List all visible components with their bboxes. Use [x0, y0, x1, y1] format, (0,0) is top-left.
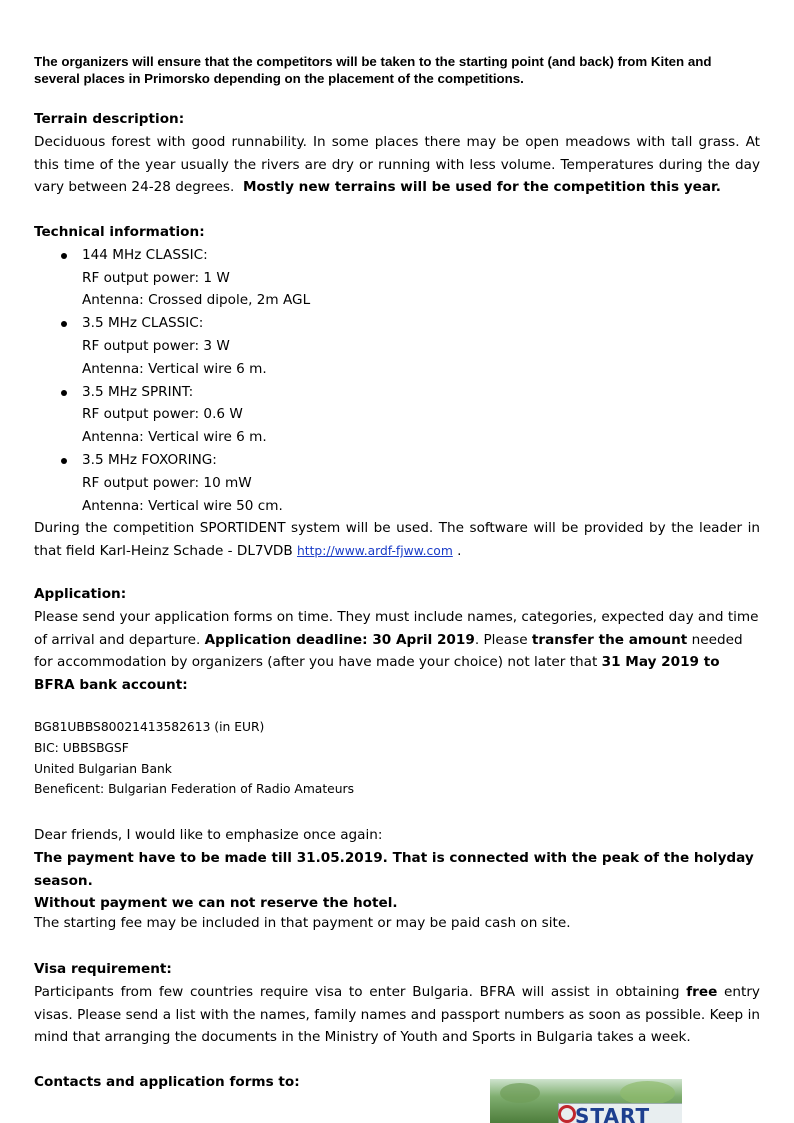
item-power: RF output power: 0.6 W: [82, 406, 243, 423]
payment-dear: Dear friends, I would like to emphasize once again:: [34, 827, 383, 843]
item-power: RF output power: 3 W: [82, 337, 230, 354]
payment-bold-1: The payment have to be made till 31.05.2019. That is connected with the peak of the holyday season.: [34, 849, 754, 889]
terrain-text: Deciduous forest with good runnability. In some places there may be open meadows with tall grass. At this time of the year usually the rivers are dry or running with less volume. Temperatures during the day vary between 24-28 degrees.: [34, 133, 760, 196]
application-heading: Application:: [34, 586, 127, 602]
bullet-icon: [61, 458, 67, 464]
visa-free: free: [686, 983, 718, 1000]
terrain-heading: Terrain description:: [34, 111, 185, 127]
technical-item-35-sprint: [34, 381, 760, 449]
start-banner-photo: [490, 1079, 682, 1123]
application-section: [34, 583, 760, 697]
ardf-logo-icon: [558, 1105, 576, 1123]
terrain-section: [34, 108, 760, 199]
start-banner: START: [558, 1103, 682, 1123]
technical-item-35-foxoring: [34, 449, 760, 517]
bullet-icon: [61, 253, 67, 259]
bank-name: United Bulgarian Bank: [34, 761, 172, 776]
link-suffix: .: [452, 543, 462, 560]
item-antenna: Antenna: Vertical wire 50 cm.: [82, 497, 283, 514]
visa-text-1: Participants from few countries require visa to enter Bulgaria. BFRA will assist in obtaining: [34, 983, 680, 1000]
item-antenna: Antenna: Vertical wire 6 m.: [82, 429, 267, 446]
payment-bold-2: Without payment we can not reserve the hotel.: [34, 895, 398, 912]
visa-heading: Visa requirement:: [34, 961, 172, 977]
application-deadline: Application deadline: 30 April 2019: [204, 631, 475, 648]
bank-details: [34, 717, 760, 800]
contacts-heading: Contacts and application forms to:: [34, 1074, 300, 1090]
technical-item-144-classic: [34, 244, 760, 312]
bullet-icon: [61, 390, 67, 396]
foliage-decoration: [500, 1083, 540, 1103]
item-title: 3.5 MHz FOXORING:: [82, 451, 217, 468]
technical-item-35-classic: [34, 312, 760, 380]
payment-section: [34, 824, 760, 915]
item-power: RF output power: 10 mW: [82, 474, 252, 491]
item-power: RF output power: 1 W: [82, 269, 230, 286]
bank-beneficent: Beneficent: Bulgarian Federation of Radio Amateurs: [34, 782, 354, 797]
technical-heading: Technical information:: [34, 224, 205, 240]
terrain-bold-text: Mostly new terrains will be used for the competition this year.: [242, 179, 721, 196]
bank-deadline: 31 May 2019 to BFRA bank account:: [34, 654, 720, 694]
application-paragraph: [34, 606, 760, 697]
item-title: 3.5 MHz SPRINT:: [82, 383, 194, 400]
visa-section: [34, 958, 760, 1049]
item-antenna: Antenna: Crossed dipole, 2m AGL: [82, 292, 311, 309]
bank-iban: BG81UBBS80021413582613 (in EUR): [34, 720, 265, 734]
sportident-paragraph: [34, 517, 760, 563]
intro-paragraph: The organizers will ensure that the competitors will be taken to the starting point (and back) from Kiten and several places in Primorsko depending on the placement of the competitions.: [34, 54, 712, 86]
terrain-paragraph: [34, 131, 760, 199]
foliage-decoration: [620, 1081, 675, 1105]
visa-text-2: entry visas. Please send a list with the names, family names and passport numbers as soon as possible. Keep in mind that arranging the documents in the Ministry of Youth and Sports in Bulgaria takes a week.: [34, 983, 760, 1046]
fee-paragraph: [34, 912, 760, 935]
item-title: 144 MHz CLASSIC:: [82, 246, 208, 263]
bank-bic: BIC: UBBSBGSF: [34, 740, 129, 755]
visa-paragraph: [34, 981, 760, 1049]
ardf-link[interactable]: http://www.ardf-fjww.com: [297, 544, 453, 559]
application-text-1: Please send your application forms on time. They must include names, categories, expected day and time of arrival and departure.: [34, 608, 759, 648]
technical-list: [34, 244, 760, 518]
fee-text: The starting fee may be included in that payment or may be paid cash on site.: [34, 915, 571, 931]
item-title: 3.5 MHz CLASSIC:: [82, 315, 204, 332]
application-text-2: . Please: [474, 631, 528, 648]
sportident-text: During the competition SPORTIDENT system will be used. The software will be provided by the leader in that field Karl-Heinz Schade - DL7VDB: [34, 520, 760, 560]
bullet-icon: [61, 321, 67, 327]
application-text-3: needed for accommodation by organizers (after you have made your choice) not later that: [34, 631, 743, 671]
item-antenna: Antenna: Vertical wire 6 m.: [82, 360, 267, 377]
technical-section: [34, 221, 760, 563]
transfer-amount: transfer the amount: [531, 631, 688, 648]
